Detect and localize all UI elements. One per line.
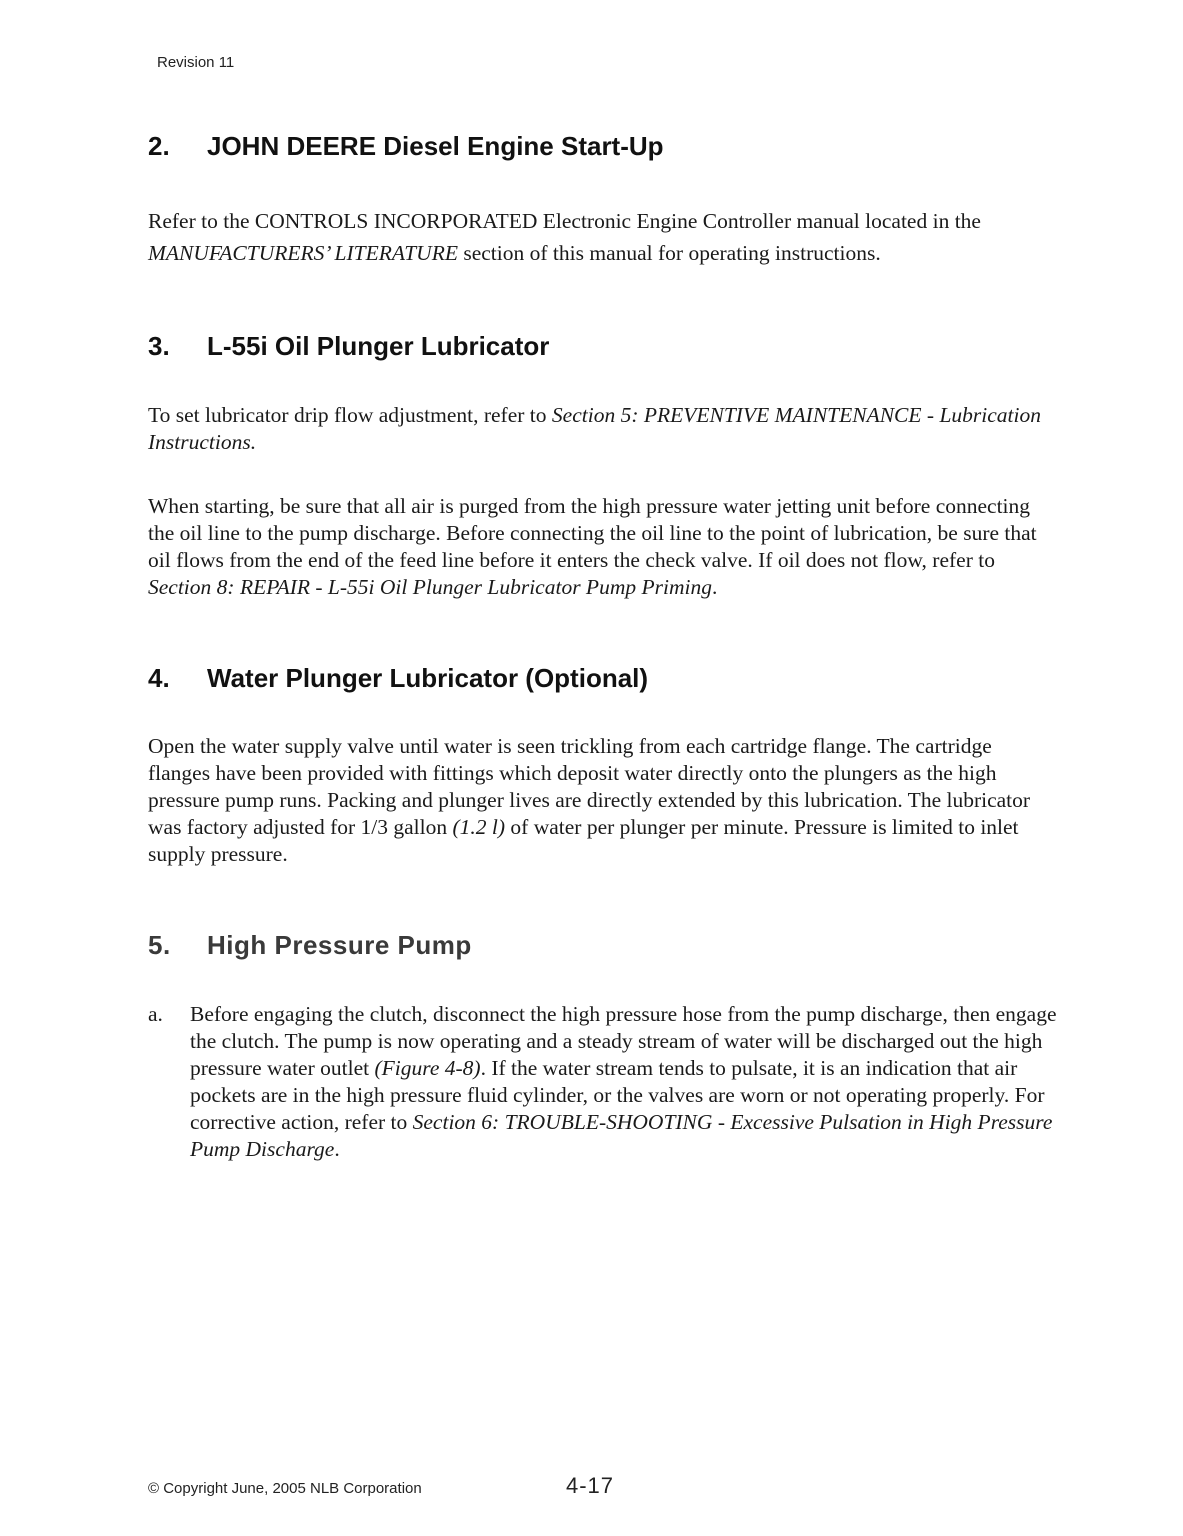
section-2-heading: [148, 131, 664, 162]
section-title: Water Plunger Lubricator (Optional): [207, 663, 649, 693]
section-number: 5.: [148, 930, 171, 960]
section-number: 3.: [148, 331, 170, 361]
section-4-heading: [148, 663, 648, 694]
section-3-paragraph-1: To set lubricator drip flow adjustment, refer to Section 5: PREVENTIVE MAINTENANCE - Lubrication Instructions.: [148, 403, 1041, 454]
list-item-text: Before engaging the clutch, disconnect the high pressure hose from the pump discharge, then engage the clutch. The pump is now operating and a steady stream of water will be discharged out the high pressure water outlet (Figure 4-8). If the water stream tends to pulsate, it is an indication that air pockets are in the high pressure fluid cylinder, or the valves are worn or not operating properly. For corrective action, refer to Section 6: TROUBLE-SHOOTING - Excessive Pulsation in High Pressure Pump Discharge.: [190, 1002, 1057, 1161]
section-5-heading: [148, 930, 472, 961]
section-title: JOHN DEERE Diesel Engine Start-Up: [207, 131, 664, 161]
section-title: L-55i Oil Plunger Lubricator: [207, 331, 550, 361]
list-marker: a.: [148, 1002, 163, 1026]
section-number: 4.: [148, 663, 170, 693]
copyright-notice: © Copyright June, 2005 NLB Corporation: [148, 1480, 422, 1497]
section-title: High Pressure Pump: [207, 930, 472, 960]
section-4-paragraph: Open the water supply valve until water is seen trickling from each cartridge flange. The cartridge flanges have been provided with fittings which deposit water directly onto the plungers as the high pressure pump runs. Packing and plunger lives are directly extended by this lubrication. The lubricator was factory adjusted for 1/3 gallon (1.2 l) of water per plunger per minute. Pressure is limited to inlet supply pressure.: [148, 734, 1031, 866]
page-number: 4-17: [566, 1473, 615, 1498]
section-3-heading: [148, 331, 549, 362]
section-number: 2.: [148, 131, 170, 161]
section-3-paragraph-2: When starting, be sure that all air is purged from the high pressure water jetting unit before connecting the oil line to the pump discharge. Before connecting the oil line to the point of lubrication, be sure that oil flows from the end of the feed line before it enters the check valve. If oil does not flow, refer to Section 8: REPAIR - L-55i Oil Plunger Lubricator Pump Priming.: [148, 494, 1037, 599]
list-item: [148, 1001, 1058, 1163]
revision-label: Revision 11: [157, 54, 235, 71]
section-2-paragraph: Refer to the CONTROLS INCORPORATED Electronic Engine Controller manual located in the MANUFACTURERS’ LITERATURE section of this manual for operating instructions.: [148, 209, 981, 265]
